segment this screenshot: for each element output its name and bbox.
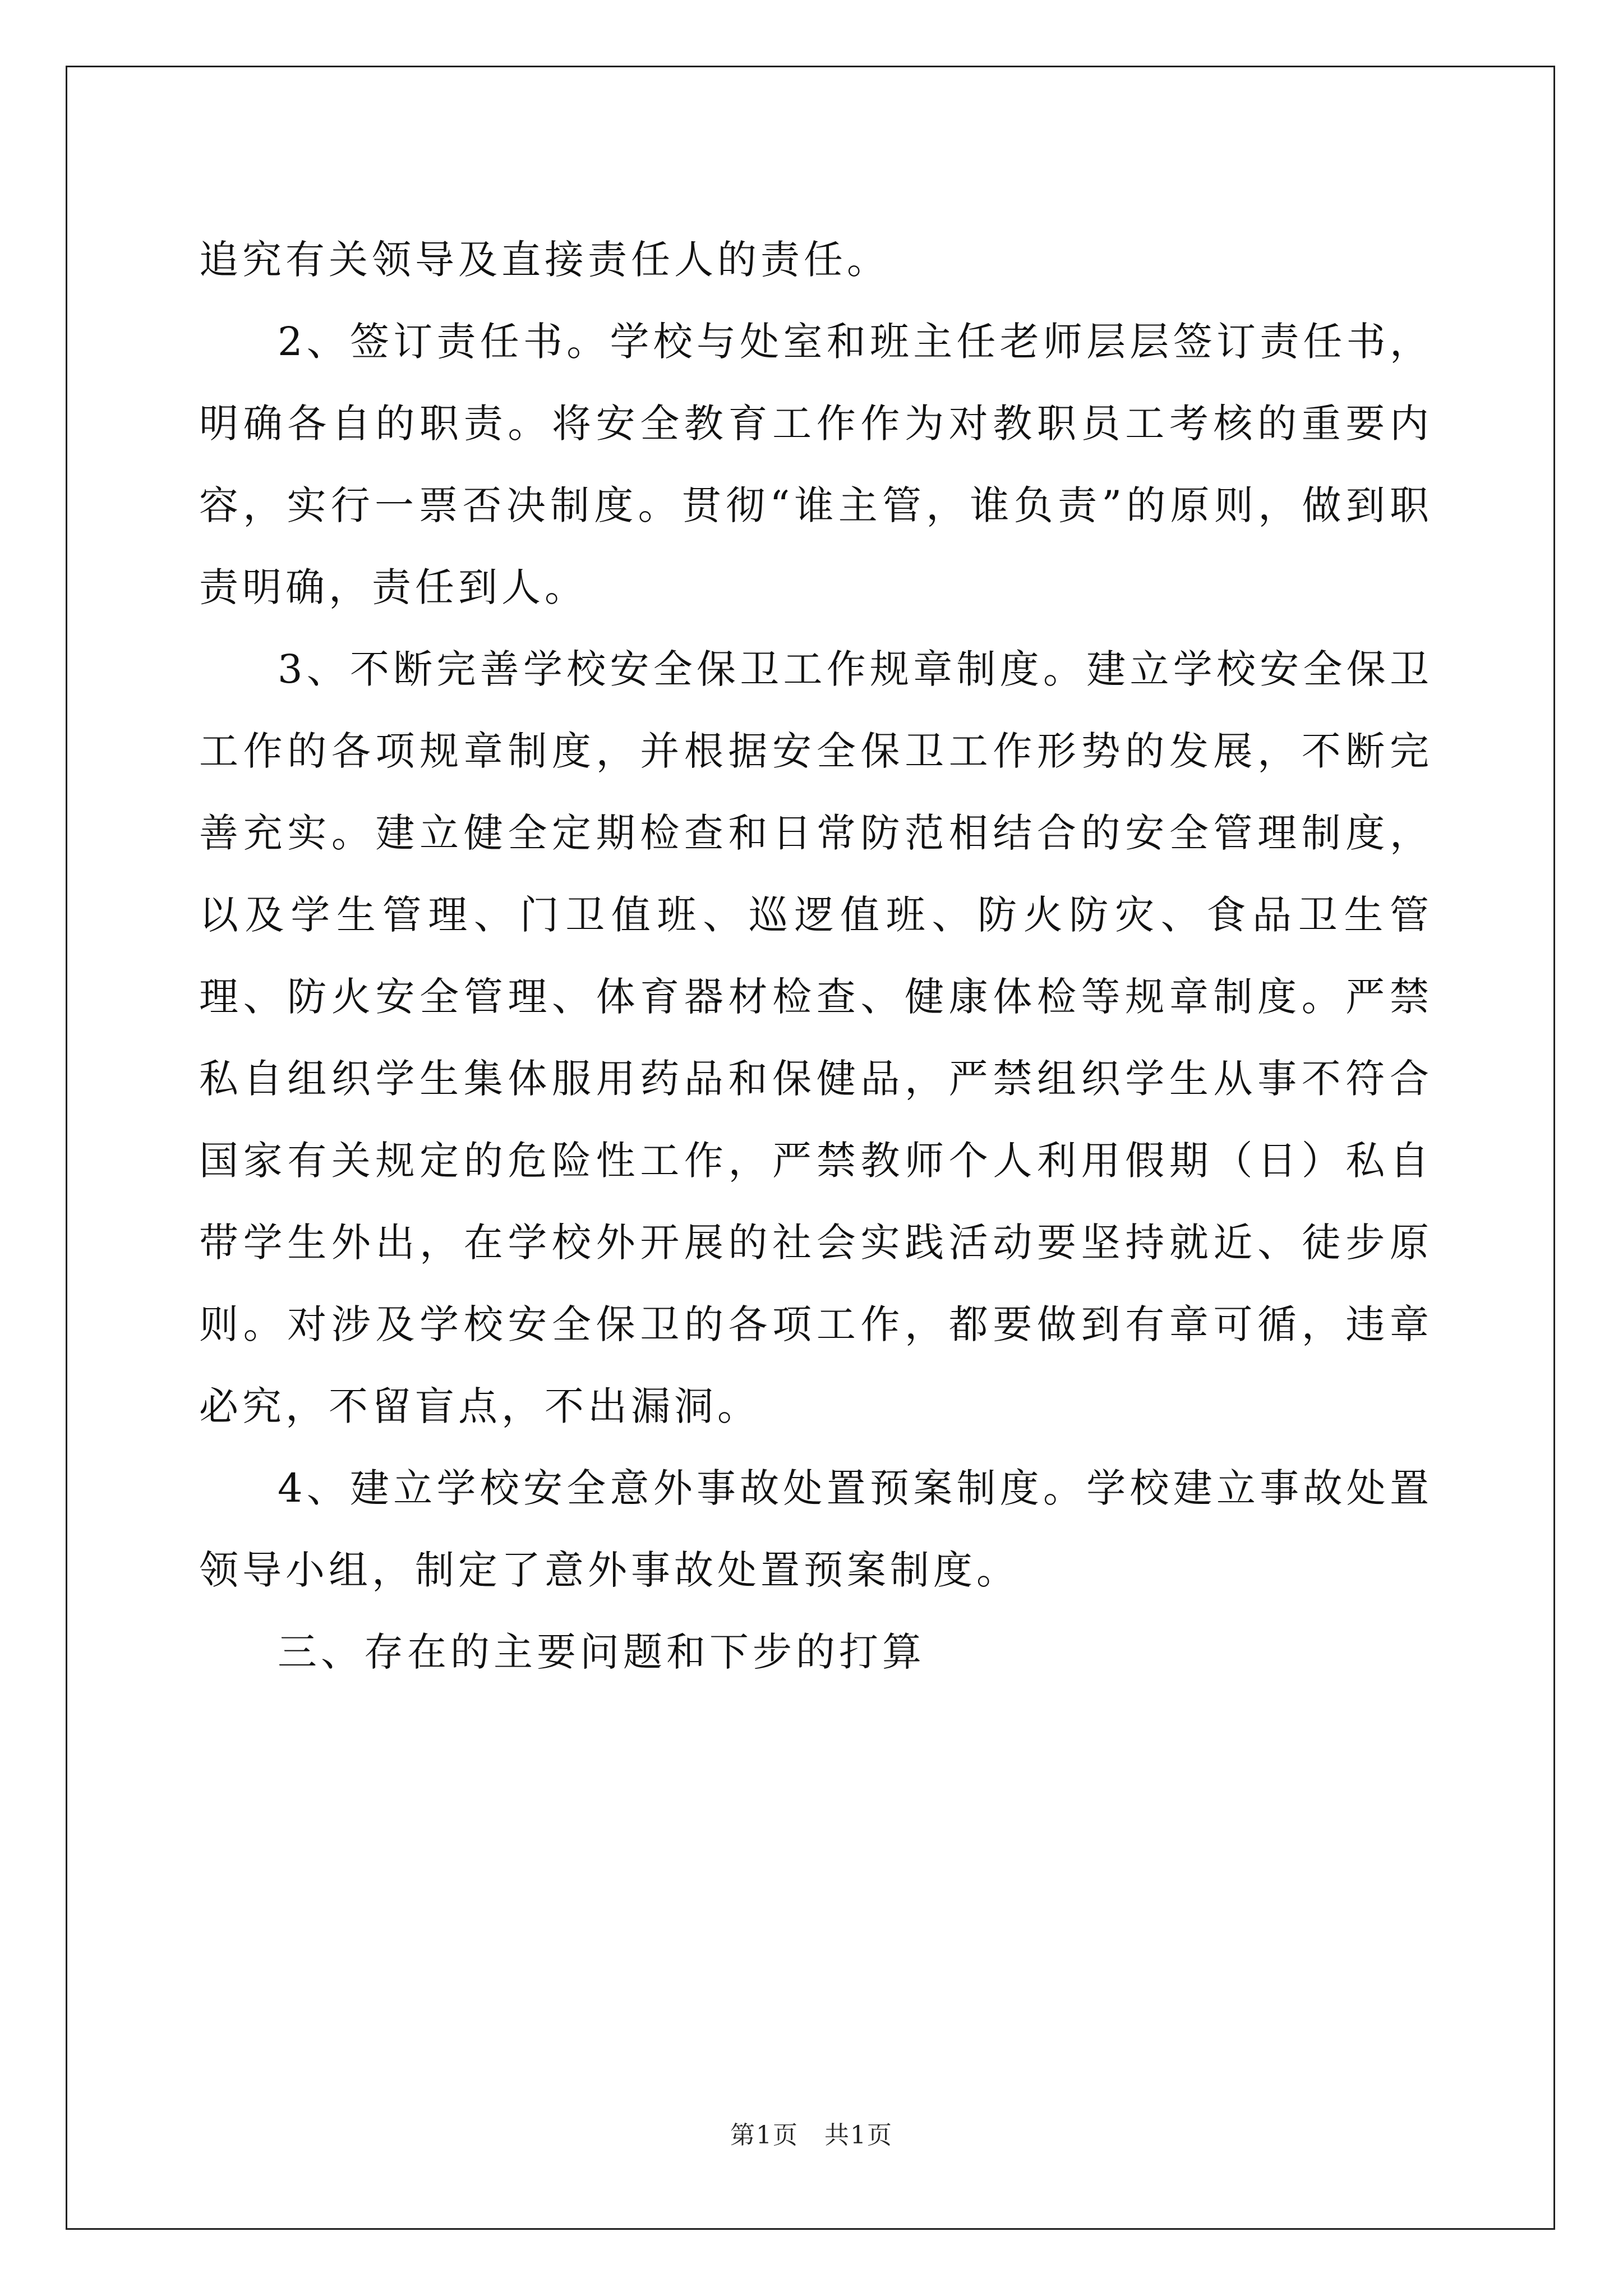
paragraph-sign-responsibility-letter: 2、签订责任书。学校与处室和班主任老师层层签订责任书，明确各自的职责。将安全教育工作作为对教职员工考核的重要内容，实行一票否决制度。贯彻“谁主管，谁负责”的原则，做到职责明确，责任到人。 [199, 319, 1433, 610]
paragraph-responsibility: 追究有关领导及直接责任人的责任。 [199, 237, 890, 283]
paragraph-security-rules: 3、不断完善学校安全保卫工作规章制度。建立学校安全保卫工作的各项规章制度，并根据安全保卫工作形势的发展，不断完善充实。建立健全定期检查和日常防范相结合的安全管理制度，以及学生管理、门卫值班、巡逻值班、防火防灾、食品卫生管理、防火安全管理、体育器材检查、健康体检等规章制度。严禁私自组织学生集体服用药品和保健品，严禁组织学生从事不符合国家有关规定的危险性工作，严禁教师个人利用假期（日）私自带学生外出，在学校外开展的社会实践活动要坚持就近、徒步原则。对涉及学校安全保卫的各项工作，都要做到有章可循，违章必究，不留盲点，不出漏洞。 [199, 646, 1433, 1429]
paragraph-accident-plan: 4、建立学校安全意外事故处置预案制度。学校建立事故处置领导小组，制定了意外事故处置预案制度。 [199, 1465, 1433, 1593]
section-heading-problems-plans: 三、存在的主要问题和下步的打算 [278, 1629, 925, 1675]
document-body [199, 219, 1433, 1693]
page-footer: 第1页 共1页 [730, 2121, 893, 2150]
